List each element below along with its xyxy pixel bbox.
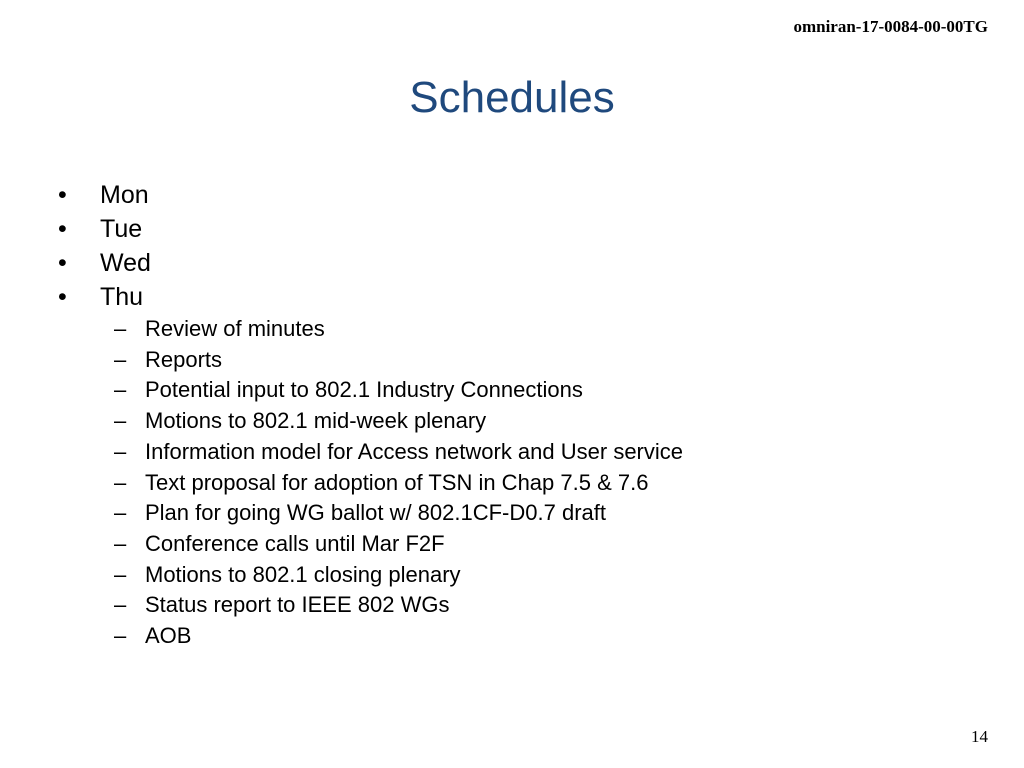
thu-subitem-label: Information model for Access network and User service xyxy=(145,438,684,464)
document-id: omniran-17-0084-00-00TG xyxy=(793,17,988,36)
dash-icon: – xyxy=(114,623,127,649)
agenda-item-label: Mon xyxy=(100,181,149,209)
thu-subitem xyxy=(100,498,683,529)
dash-icon: – xyxy=(114,346,127,372)
dash-icon: – xyxy=(114,316,127,341)
thu-subitem xyxy=(100,560,683,591)
dash-icon: – xyxy=(114,438,127,464)
thu-subitem-label: AOB xyxy=(145,623,192,649)
thu-subitem-list xyxy=(100,314,683,652)
dash-icon: – xyxy=(114,561,127,587)
agenda-item-label: Wed xyxy=(100,249,151,277)
agenda-item-label: Tue xyxy=(100,215,143,243)
page-number: 14 xyxy=(971,727,988,746)
agenda-item-mon xyxy=(56,178,683,212)
agenda-item-wed xyxy=(56,246,683,280)
bullet-icon: • xyxy=(58,181,67,209)
thu-subitem xyxy=(100,468,683,499)
thu-subitem-label: Potential input to 802.1 Industry Connections xyxy=(145,377,583,403)
agenda-item-tue xyxy=(56,212,683,246)
slide-title: Schedules xyxy=(409,73,615,122)
agenda-list xyxy=(56,178,683,652)
dash-icon: – xyxy=(114,530,127,556)
thu-subitem xyxy=(100,529,683,560)
thu-subitem-label: Motions to 802.1 closing plenary xyxy=(145,561,461,587)
dash-icon: – xyxy=(114,592,127,618)
dash-icon: – xyxy=(114,469,127,495)
agenda-item-thu xyxy=(56,280,683,652)
thu-subitem xyxy=(100,621,683,652)
dash-icon: – xyxy=(114,377,127,403)
thu-subitem xyxy=(100,406,683,437)
thu-subitem-label: Reports xyxy=(145,346,223,372)
dash-icon: – xyxy=(114,500,127,526)
dash-icon: – xyxy=(114,408,127,434)
thu-subitem xyxy=(100,314,683,345)
bullet-icon: • xyxy=(58,249,67,277)
thu-subitem-label: Text proposal for adoption of TSN in Chap 7.5 & 7.6 xyxy=(145,469,649,495)
bullet-icon: • xyxy=(58,283,67,311)
thu-subitem xyxy=(100,590,683,621)
thu-subitem xyxy=(100,375,683,406)
agenda-item-label: Thu xyxy=(100,283,144,311)
thu-subitem-label: Conference calls until Mar F2F xyxy=(145,530,445,556)
thu-subitem-label: Review of minutes xyxy=(145,316,325,341)
thu-subitem xyxy=(100,345,683,376)
thu-subitem-label: Plan for going WG ballot w/ 802.1CF-D0.7 draft xyxy=(145,500,606,526)
thu-subitem xyxy=(100,437,683,468)
thu-subitem-label: Status report to IEEE 802 WGs xyxy=(145,592,450,618)
thu-subitem-label: Motions to 802.1 mid-week plenary xyxy=(145,408,487,434)
bullet-icon: • xyxy=(58,215,67,243)
